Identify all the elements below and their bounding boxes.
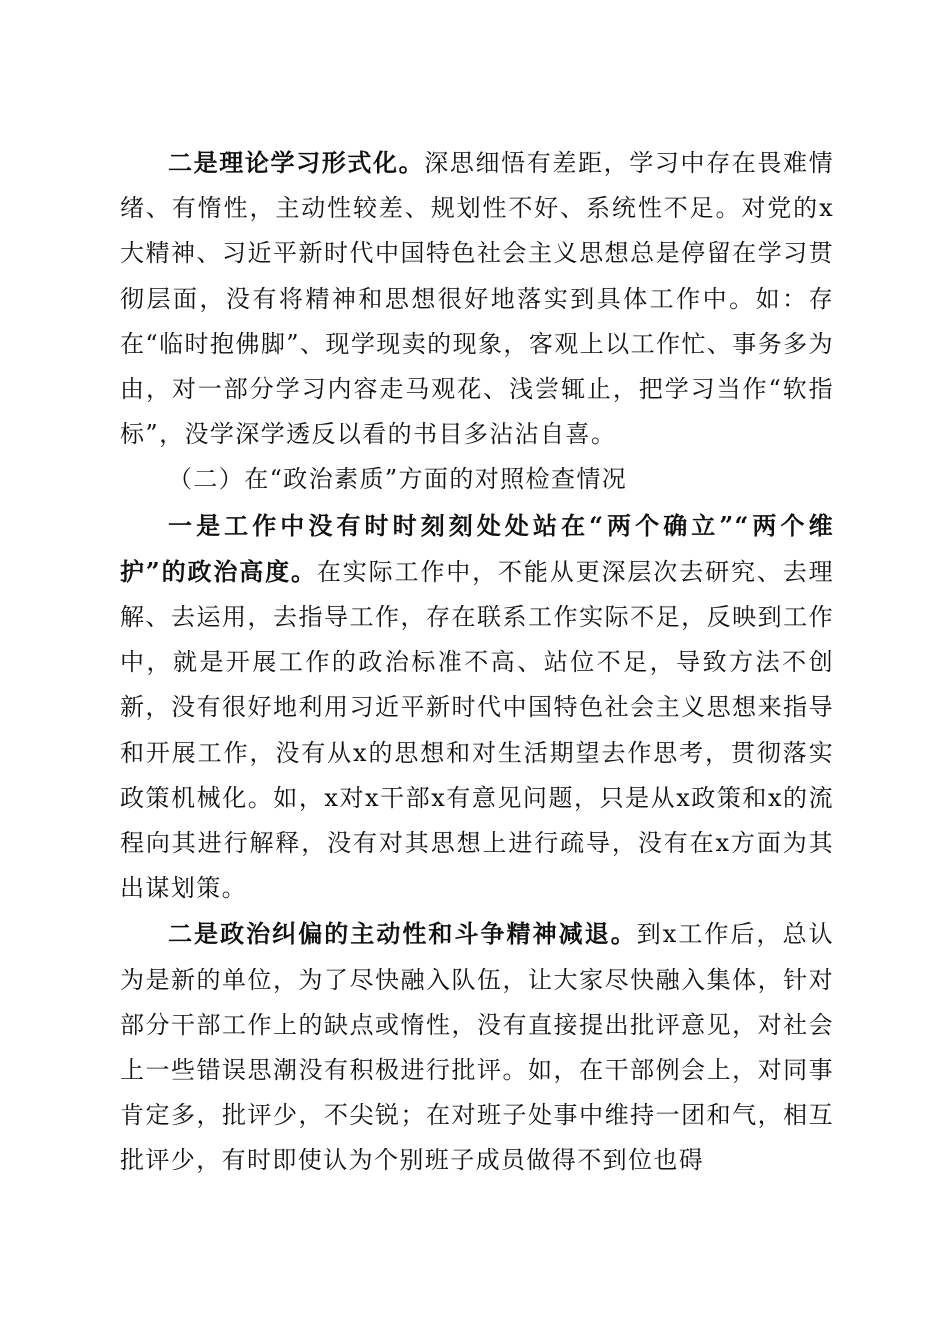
paragraph-political-correction (120, 911, 834, 1183)
paragraph-body: 到x工作后，总认为是新的单位，为了尽快融入队伍，让大家尽快融入集体，针对部分干部工作上的缺点或惰性，没有直接提出批评意见，对社会上一些错误思潮没有积极进行批评。如，在干部例会上，对同事肯定多，批评少，不尖锐；在对班子处事中维持一团和气，相互批评少，有时即使认为个别班子成员做得不到位也碍 (120, 920, 834, 1175)
paragraph-lead: 二是理论学习形式化。 (168, 148, 425, 177)
paragraph-lead: 一是工作中没有时时刻刻处处站在“两个确立”“两个维护”的政治高度。 (120, 510, 834, 586)
paragraph-theory-study (120, 140, 834, 457)
paragraph-body: 在实际工作中，不能从更深层次去研究、去理解、去运用，去指导工作，存在联系工作实际不足，反映到工作中，就是开展工作的政治标准不高、站位不足，导致方法不创新，没有很好地利用习近平新时代中国特色社会主义思想来指导和开展工作，没有从x的思想和对生活期望去作思考，贯彻落实政策机械化。如，x对x干部x有意见问题，只是从x政策和x的流程向其进行解释，没有对其思想上进行疏导，没有在x方面为其出谋划策。 (120, 557, 834, 903)
paragraph-lead: 二是政治纠偏的主动性和斗争精神减退。 (168, 919, 637, 949)
document-body (120, 140, 834, 1184)
paragraph-political-height (120, 503, 834, 912)
section-heading-political-quality: （二）在“政治素质”方面的对照检查情况 (168, 465, 628, 494)
paragraph-body: 深思细悟有差距，学习中存在畏难情绪、有惰性，主动性较差、规划性不好、系统性不足。对党的x大精神、习近平新时代中国特色社会主义思想总是停留在学习贯彻层面，没有将精神和思想很好地落实到具体工作中。如：存在“临时抱佛脚”、现学现卖的现象，客观上以工作忙、事务多为由，对一部分学习内容走马观花、浅尝辄止，把学习当作“软指标”，没学深学透反以看的书目多沾沾自喜。 (120, 149, 835, 449)
